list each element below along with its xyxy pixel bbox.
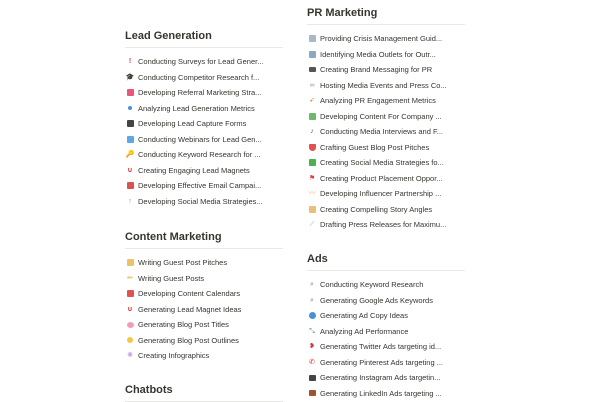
list-item[interactable] (307, 324, 465, 340)
list-item[interactable] (307, 355, 465, 371)
list-item[interactable] (125, 163, 283, 179)
bird-icon: ❥ (309, 343, 315, 351)
list-item[interactable] (307, 386, 465, 402)
pencil-icon: ✏ (127, 274, 133, 282)
memo-icon (125, 258, 135, 268)
item-label: Identifying Media Outlets for Outr... (320, 49, 436, 59)
item-label: Creating Infographics (138, 351, 210, 361)
keyboard-icon (307, 65, 317, 75)
list-item[interactable] (307, 109, 465, 125)
list-item[interactable] (125, 255, 283, 271)
ads-section (307, 250, 465, 401)
flag-icon: ⚑ (308, 174, 316, 182)
item-label: Conducting Competitor Research f... (138, 72, 260, 82)
list-item[interactable] (307, 62, 465, 78)
content-marketing-section (125, 228, 283, 364)
handshake-icon: 〰 (308, 190, 316, 198)
item-label: Conducting Media Interviews and F... (320, 127, 443, 137)
list-item[interactable] (125, 271, 283, 287)
list-item[interactable] (125, 302, 283, 318)
item-label: Developing Content For Company ... (320, 111, 442, 121)
magnifier-icon: ⌕ (310, 281, 314, 289)
item-label: Developing Effective Email Campai... (138, 181, 262, 191)
graduation-cap-icon: 🎓 (125, 73, 135, 81)
shield-icon (307, 142, 317, 152)
item-label: Creating Social Media Strategies fo... (320, 158, 444, 168)
camera-icon (307, 373, 317, 383)
list-item[interactable] (307, 155, 465, 171)
pr-marketing-section (307, 4, 465, 233)
list-item[interactable] (307, 47, 465, 63)
list-item[interactable] (307, 78, 465, 94)
list-item[interactable] (125, 317, 283, 333)
list-item[interactable] (125, 70, 283, 86)
list-item[interactable] (125, 54, 283, 70)
list-item[interactable] (307, 124, 465, 140)
sparkle-icon: ✺ (127, 352, 133, 360)
magnet-icon: ∪ (127, 305, 133, 313)
list-item[interactable] (125, 333, 283, 349)
list-item[interactable] (307, 217, 465, 233)
scroll-icon (307, 204, 317, 214)
item-label: Creating Brand Messaging for PR (320, 65, 433, 75)
ads-title: Ads (307, 250, 465, 271)
list-item[interactable] (125, 85, 283, 101)
green-box-icon (307, 158, 317, 168)
clipboard-icon (125, 119, 135, 129)
rocket-icon: ➶ (309, 97, 315, 105)
list-item[interactable] (307, 186, 465, 202)
grid-icon (307, 111, 317, 121)
list-item[interactable] (307, 93, 465, 109)
item-label: Generating Instagram Ads targetin... (320, 373, 441, 383)
list-item[interactable] (125, 286, 283, 302)
list-item[interactable] (307, 31, 465, 47)
chatbots-title: Chatbots (125, 381, 283, 402)
item-label: Analyzing PR Engagement Metrics (320, 96, 436, 106)
pr-marketing-list (307, 31, 465, 233)
brain-icon (125, 320, 135, 330)
envelope-icon (125, 88, 135, 98)
item-label: Generating Pinterest Ads targeting ... (320, 357, 443, 367)
document-icon (307, 34, 317, 44)
calendar-icon (125, 289, 135, 299)
list-item[interactable] (307, 171, 465, 187)
item-label: Hosting Media Events and Press Co... (320, 80, 447, 90)
list-item[interactable] (125, 132, 283, 148)
item-label: Generating LinkedIn Ads targeting ... (320, 388, 442, 398)
chart-icon: ⤡ (309, 327, 315, 335)
search-icon: ⌕ (310, 296, 314, 304)
item-label: Developing Social Media Strategies... (138, 196, 263, 206)
item-label: Writing Guest Post Pitches (138, 258, 228, 268)
microphone-icon: ♪ (310, 128, 314, 136)
list-item[interactable] (125, 194, 283, 210)
list-item[interactable] (307, 293, 465, 309)
content-marketing-list (125, 255, 283, 364)
item-label: Providing Crisis Management Guid... (320, 34, 443, 44)
blue-dot-icon (125, 103, 135, 113)
list-item[interactable] (125, 116, 283, 132)
item-label: Analyzing Ad Performance (320, 326, 409, 336)
item-label: Generating Lead Magnet Ideas (138, 304, 242, 314)
item-label: Developing Content Calendars (138, 289, 241, 299)
item-label: Conducting Surveys for Lead Gener... (138, 57, 264, 67)
item-label: Crafting Guest Blog Post Pitches (320, 142, 430, 152)
lead-generation-section (125, 27, 283, 209)
item-label: Generating Google Ads Keywords (320, 295, 433, 305)
pushpin-icon: ✆ (309, 358, 315, 366)
syringe-icon: ⟋ (309, 221, 315, 229)
lead-generation-list (125, 54, 283, 209)
item-label: Conducting Keyword Research for ... (138, 150, 261, 160)
item-label: Conducting Keyword Research (320, 280, 424, 290)
list-item[interactable] (307, 277, 465, 293)
item-label: Drafting Press Releases for Maximu... (320, 220, 447, 230)
lead-generation-title: Lead Generation (125, 27, 283, 48)
list-item[interactable] (125, 348, 283, 364)
item-label: Creating Compelling Story Angles (320, 204, 433, 214)
item-label: Writing Guest Posts (138, 273, 205, 283)
list-item[interactable] (307, 140, 465, 156)
content-marketing-title: Content Marketing (125, 228, 283, 249)
magnet-icon: ∪ (127, 166, 133, 174)
item-label: Analyzing Lead Generation Metrics (138, 103, 255, 113)
lightbulb-icon (125, 335, 135, 345)
item-label: Conducting Webinars for Lead Gen... (138, 134, 262, 144)
exclamation-icon: ! (128, 58, 132, 66)
ads-list (307, 277, 465, 401)
list-item[interactable] (125, 147, 283, 163)
list-item[interactable] (307, 339, 465, 355)
list-item[interactable] (307, 202, 465, 218)
monitor-icon (125, 134, 135, 144)
pin-icon: ↑ (128, 197, 132, 205)
item-label: Creating Engaging Lead Magnets (138, 165, 250, 175)
list-item[interactable] (125, 101, 283, 117)
list-item[interactable] (307, 370, 465, 386)
item-label: Generating Twitter Ads targeting id... (320, 342, 442, 352)
item-label: Developing Referral Marketing Stra... (138, 88, 262, 98)
chatbots-section (125, 381, 283, 402)
list-item[interactable] (125, 178, 283, 194)
key-icon: 🔑 (125, 151, 135, 159)
mail-icon (307, 49, 317, 59)
item-label: Developing Lead Capture Forms (138, 119, 247, 129)
inbox-icon (125, 181, 135, 191)
list-item[interactable] (307, 308, 465, 324)
item-label: Creating Product Placement Oppor... (320, 173, 443, 183)
globe-icon (307, 311, 317, 321)
pr-marketing-title: PR Marketing (307, 4, 465, 25)
item-label: Generating Blog Post Outlines (138, 335, 239, 345)
chain-link-icon: ∞ (309, 81, 315, 89)
briefcase-icon (307, 388, 317, 398)
item-label: Developing Influencer Partnership ... (320, 189, 442, 199)
item-label: Generating Ad Copy Ideas (320, 311, 408, 321)
item-label: Generating Blog Post Titles (138, 320, 229, 330)
